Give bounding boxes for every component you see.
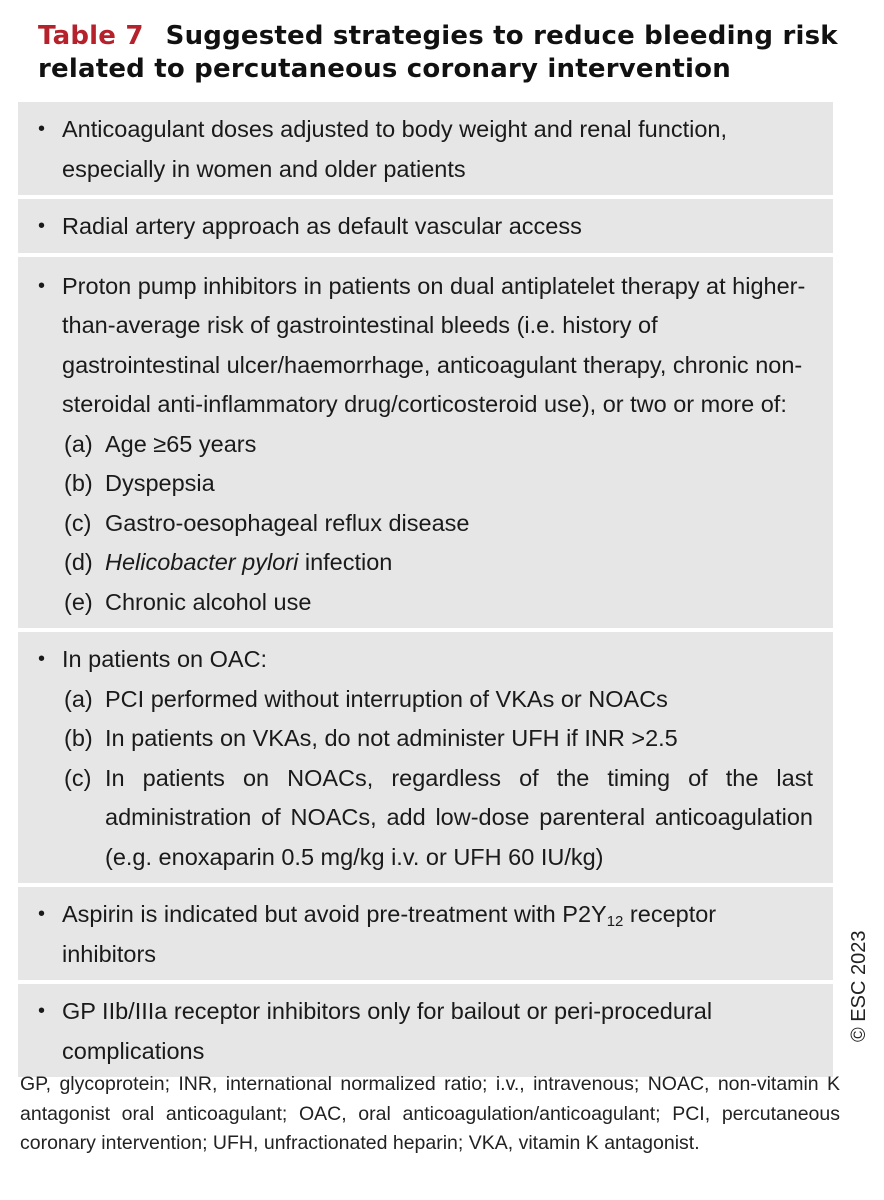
item-text: Chronic alcohol use bbox=[105, 588, 312, 615]
item-label: (d) bbox=[64, 549, 93, 575]
list-item bbox=[38, 719, 813, 759]
list-item bbox=[38, 583, 813, 623]
bullet-icon: • bbox=[38, 118, 46, 140]
row-text: Anticoagulant doses adjusted to body weight and renal function, especially in women and older patients bbox=[62, 116, 727, 182]
table-row bbox=[18, 984, 833, 1077]
row-text: In patients on OAC: bbox=[62, 646, 268, 672]
item-text: PCI performed without interruption of VKAs or NOACs bbox=[105, 685, 668, 712]
item-label: (b) bbox=[64, 725, 93, 751]
table-row bbox=[18, 102, 833, 195]
strategies-table bbox=[18, 102, 833, 1077]
table-row bbox=[18, 887, 833, 980]
bullet-icon: • bbox=[38, 1000, 46, 1022]
item-label: (c) bbox=[64, 509, 92, 536]
row-text: Aspirin is indicated but avoid pre-treatment with P2Y bbox=[62, 901, 607, 927]
bullet-icon: • bbox=[38, 648, 46, 670]
table-title bbox=[38, 20, 838, 86]
subscript-text: 12 bbox=[606, 913, 624, 930]
list-item bbox=[38, 543, 813, 583]
item-label: (a) bbox=[64, 685, 93, 712]
list-item bbox=[38, 425, 813, 465]
item-text: Gastro-oesophageal reflux disease bbox=[105, 509, 470, 536]
row-text: Radial artery approach as default vascular access bbox=[62, 213, 582, 239]
item-label: (c) bbox=[64, 764, 92, 791]
item-label: (e) bbox=[64, 588, 93, 615]
item-text: Age ≥65 years bbox=[105, 430, 257, 457]
abbreviations-footnote: GP, glycoprotein; INR, international normalized ratio; i.v., intravenous; NOAC, non-vitamin K antagonist oral anticoagulant; OAC, oral anticoagulation/anticoagulant; PCI, percutaneous coronary intervention; UFH, unfractionated heparin; VKA, vitamin K antagonist. bbox=[20, 1073, 840, 1154]
list-item bbox=[38, 759, 813, 878]
item-text: Dyspepsia bbox=[105, 470, 215, 496]
row-text: Proton pump inhibitors in patients on dual antiplatelet therapy at higher-than-average risk of gastrointestinal bleeds (i.e. history of gastrointestinal ulcer/haemorrhage, anticoagulant therapy, chronic non-steroidal anti-inflammatory drug/corticosteroid use), or two or more of: bbox=[62, 272, 806, 417]
item-label: (b) bbox=[64, 470, 93, 496]
bullet-icon: • bbox=[38, 903, 46, 925]
list-item bbox=[38, 680, 813, 720]
table-row bbox=[18, 199, 833, 253]
bullet-icon: • bbox=[38, 274, 46, 297]
row-text: receptor inhibitors bbox=[62, 901, 717, 967]
table-row bbox=[18, 632, 833, 883]
list-item bbox=[38, 464, 813, 504]
table-row bbox=[18, 257, 833, 629]
list-item bbox=[38, 504, 813, 544]
copyright-notice: © ESC 2023 bbox=[848, 930, 870, 1042]
table-number: Table 7 bbox=[38, 21, 144, 51]
row-text: GP IIb/IIIa receptor inhibitors only for bailout or peri-procedural complications bbox=[62, 998, 713, 1064]
item-text: In patients on NOACs, regardless of the timing of the last administration of NOACs, add low-dose parenteral anticoagulation (e.g. enoxaparin 0.5 mg/kg i.v. or UFH 60 IU/kg) bbox=[105, 764, 813, 870]
item-text: infection bbox=[298, 549, 393, 575]
item-text-italic: Helicobacter pylori bbox=[105, 549, 299, 575]
item-text: In patients on VKAs, do not administer UFH if INR >2.5 bbox=[105, 725, 678, 751]
bullet-icon: • bbox=[38, 215, 46, 237]
item-label: (a) bbox=[64, 430, 93, 457]
table-caption: Suggested strategies to reduce bleeding risk related to percutaneous coronary intervention bbox=[38, 21, 838, 84]
